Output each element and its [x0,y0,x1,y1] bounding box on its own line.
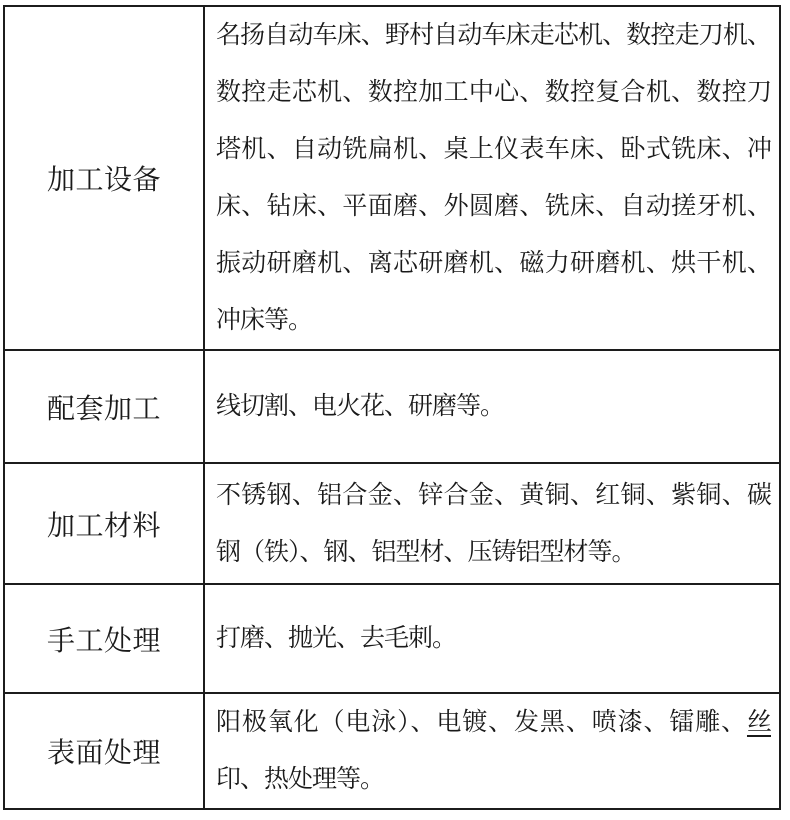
text-segment: 不锈钢、铝合金、锌合金、黄铜、红铜、紫铜、碳 [216,481,771,509]
text-segment: 阳极氧化（电泳）、电镀、发黑、喷漆、镭雕、 [216,709,747,736]
content-line [216,121,771,178]
row-label: 配套加工 [4,350,204,463]
content-line [216,694,771,751]
row-content [204,584,780,693]
text-segment: 钢（铁）、钢、铝型材、压铸铝型材等。 [216,538,636,566]
text-segment: 振动研磨机、离芯研磨机、磁力研磨机、烘干机、 [216,250,771,277]
text-segment: 塔机、自动铣扁机、桌上仪表车床、卧式铣床、冲 [216,136,771,163]
content-line [216,378,771,435]
row-label: 加工材料 [4,463,204,584]
table-row [4,584,780,693]
content-line [216,64,771,121]
text-segment: 线切割、电火花、研磨等。 [216,393,505,420]
text-segment: 床、钻床、平面磨、外圆磨、铣床、自动搓牙机、 [216,193,771,220]
table-row [4,350,780,463]
row-content [204,350,780,463]
content-line [216,235,771,292]
table-row [4,693,780,809]
table-row [4,6,780,350]
text-segment: 打磨、抛光、去毛刺。 [216,625,457,652]
machining-capability-table [3,5,781,810]
row-content [204,693,780,809]
text-segment: 数控走芯机、数控加工中心、数控复合机、数控刀 [216,79,771,106]
row-content [204,463,780,584]
content-line [216,751,771,808]
row-label: 表面处理 [4,693,204,809]
content-line [216,524,771,581]
content-line [216,292,771,349]
row-content [204,6,780,350]
text-segment: 冲床等。 [216,307,313,334]
text-segment: 名扬自动车床、野村自动车床走芯机、数控走刀机、 [216,22,771,49]
table-row [4,463,780,584]
capability-table-body [4,6,780,809]
content-line [216,178,771,235]
text-segment: 印、热处理等。 [216,766,385,793]
content-line [216,7,771,64]
content-line [216,467,771,524]
content-line [216,610,771,667]
row-label: 手工处理 [4,584,204,693]
row-label: 加工设备 [4,6,204,350]
underlined-text: 丝 [746,709,771,736]
